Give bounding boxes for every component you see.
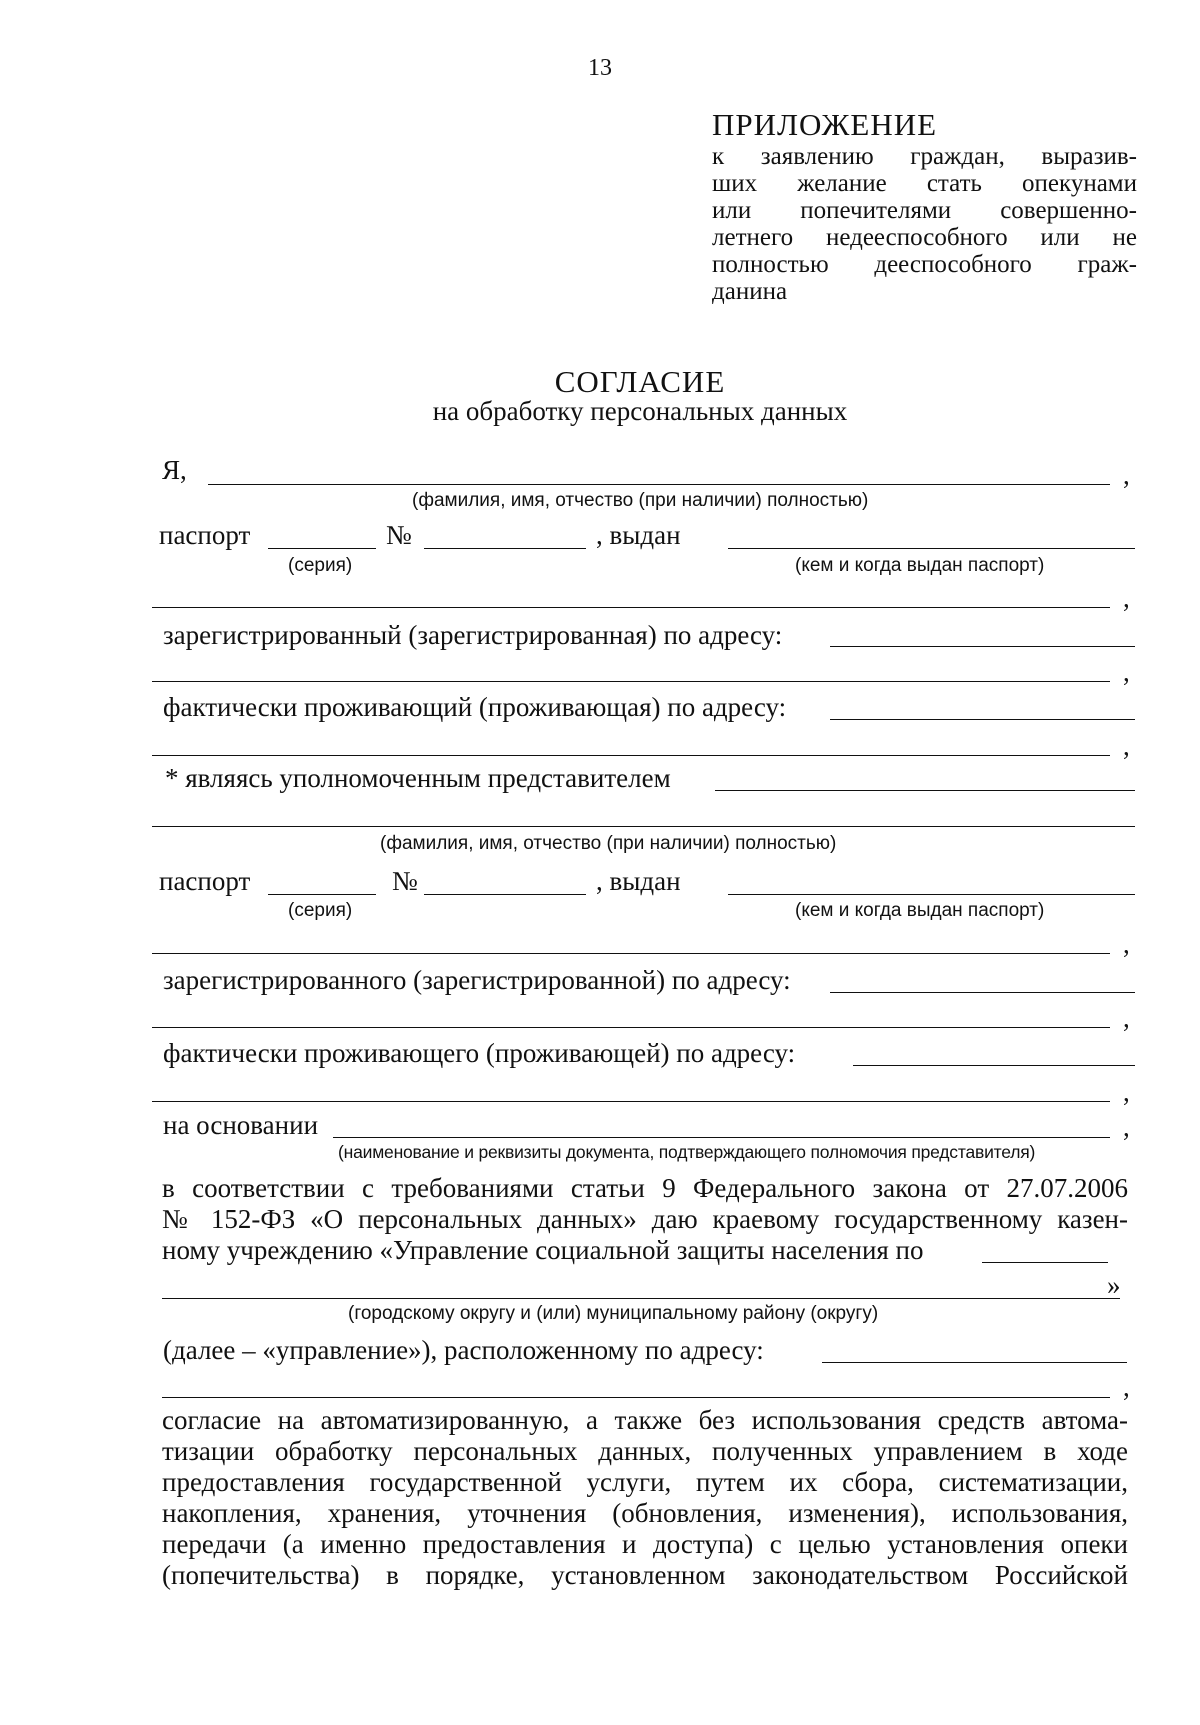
rep-passport-number-line[interactable] (424, 894, 586, 895)
comma: , (1123, 929, 1130, 959)
consent-paragraph (162, 1405, 1128, 1591)
rep-passport-series-line[interactable] (268, 894, 376, 895)
number-sign: № (386, 520, 412, 550)
further-label: (далее – «управление»), расположенному по адресу: (163, 1335, 764, 1365)
rep-living-continuation-line[interactable] (152, 1101, 1110, 1102)
comma: , (1123, 460, 1130, 490)
consent-line: (попечительства) в порядке, установленном законодательством Российской (162, 1560, 1128, 1590)
comma: , (1123, 1112, 1130, 1142)
series-caption: (серия) (288, 900, 353, 921)
registered-address-continuation-line[interactable] (152, 681, 1110, 682)
rep-registered-address-line[interactable] (830, 992, 1135, 993)
passport-series-line[interactable] (268, 548, 376, 549)
rep-registered-label: зарегистрированного (зарегистрированной) по адресу: (163, 965, 791, 995)
appendix-text (712, 143, 1137, 305)
appendix-title: ПРИЛОЖЕНИЕ (712, 107, 938, 142)
fio-input-line[interactable] (208, 484, 1110, 485)
consent-line: согласие на автоматизированную, а также без использования средств автома- (162, 1405, 1128, 1435)
living-label: фактически проживающий (проживающая) по адресу: (163, 692, 787, 722)
document-title: СОГЛАСИЕ (554, 364, 726, 399)
rep-passport-continuation-line[interactable] (152, 953, 1110, 954)
appendix-line: к заявлению граждан, выразив- (712, 143, 1137, 170)
series-caption: (серия) (288, 555, 353, 576)
rep-passport-issued-line[interactable] (728, 894, 1135, 895)
basis-label: на основании (163, 1110, 319, 1140)
appendix-line: ших желание стать опекунами (712, 170, 1137, 197)
comma: , (1123, 1003, 1130, 1033)
comma: , (1123, 1372, 1130, 1402)
passport-label: паспорт (159, 520, 251, 550)
appendix-line: данина (712, 278, 788, 305)
fio-caption: (фамилия, имя, отчество (при наличии) полностью) (412, 490, 869, 511)
law-line: в соответствии с требованиями статьи 9 Федерального закона от 27.07.2006 (162, 1173, 1128, 1203)
comma: , (1123, 583, 1130, 613)
management-address-continuation-line[interactable] (162, 1397, 1110, 1398)
basis-line[interactable] (333, 1137, 1110, 1138)
consent-line: накопления, хранения, уточнения (обновления, изменения), использования, (162, 1498, 1128, 1528)
consent-line: тизации обработку персональных данных, полученных управлением в ходе (162, 1436, 1128, 1466)
law-line: ному учреждению «Управление социальной защиты населения по (162, 1235, 924, 1265)
appendix-line: или попечителями совершенно- (712, 197, 1137, 224)
rep-living-label: фактически проживающего (проживающей) по адресу: (163, 1038, 796, 1068)
management-address-line[interactable] (822, 1362, 1127, 1363)
rep-registered-continuation-line[interactable] (152, 1027, 1110, 1028)
representative-label: * являясь уполномоченным представителем (165, 763, 671, 793)
passport-issued-line[interactable] (728, 548, 1135, 549)
issued-caption: (кем и когда выдан паспорт) (795, 555, 1045, 576)
number-sign: № (392, 866, 418, 896)
law-paragraph (162, 1173, 1128, 1266)
representative-continuation-line[interactable] (152, 826, 1135, 827)
representative-line[interactable] (715, 790, 1135, 791)
comma: , (1123, 731, 1130, 761)
issued-label: , выдан (596, 520, 681, 550)
basis-caption: (наименование и реквизиты документа, подтверждающего полномочия представителя) (338, 1142, 1036, 1162)
district-caption: (городскому округу и (или) муниципальному району (округу) (348, 1303, 879, 1324)
rep-living-address-line[interactable] (853, 1065, 1135, 1066)
passport-label: паспорт (159, 866, 251, 896)
district-input-line[interactable] (982, 1262, 1108, 1263)
comma: , (1123, 657, 1130, 687)
rep-fio-caption: (фамилия, имя, отчество (при наличии) полностью) (380, 833, 837, 854)
registered-label: зарегистрированный (зарегистрированная) по адресу: (163, 620, 783, 650)
law-line: № 152-ФЗ «О персональных данных» даю краевому государственному казен- (162, 1204, 1128, 1234)
issued-label: , выдан (596, 866, 681, 896)
comma: , (1123, 1077, 1130, 1107)
ya-label: Я, (162, 455, 187, 485)
district-continuation-line[interactable] (162, 1298, 1120, 1299)
consent-line: предоставления государственной услуги, путем их сбора, систематизации, (162, 1467, 1128, 1497)
document-subtitle: на обработку персональных данных (432, 396, 848, 426)
living-address-continuation-line[interactable] (152, 755, 1110, 756)
passport-number-line[interactable] (424, 548, 586, 549)
appendix-line: полностью дееспособного граж- (712, 251, 1137, 278)
living-address-line[interactable] (830, 719, 1135, 720)
consent-line: передачи (а именно предоставления и доступа) с целью установления опеки (162, 1529, 1128, 1559)
page-number: 13 (588, 55, 612, 81)
appendix-line: летнего недееспособного или не (712, 224, 1137, 251)
closing-quote: » (1107, 1270, 1121, 1300)
registered-address-line[interactable] (830, 646, 1135, 647)
issued-caption: (кем и когда выдан паспорт) (795, 900, 1045, 921)
passport-continuation-line[interactable] (152, 607, 1110, 608)
